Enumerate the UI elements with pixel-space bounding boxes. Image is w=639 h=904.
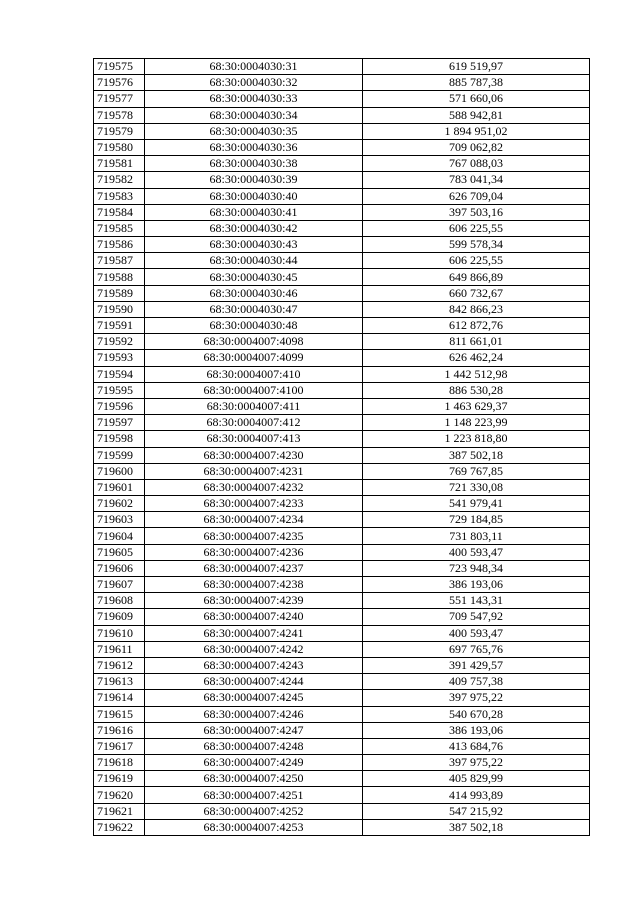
table-row — [94, 59, 590, 75]
table-row — [94, 382, 590, 398]
cadastral-number-cell: 68:30:0004007:4238 — [145, 577, 363, 593]
cadastral-number-cell: 68:30:0004007:4234 — [145, 512, 363, 528]
cadastral-value-cell: 400 593,47 — [363, 625, 590, 641]
cadastral-number-cell: 68:30:0004007:4249 — [145, 755, 363, 771]
row-number-cell: 719617 — [94, 738, 145, 754]
cadastral-value-cell: 649 866,89 — [363, 269, 590, 285]
cadastral-value-cell: 588 942,81 — [363, 107, 590, 123]
cadastral-value-cell: 397 975,22 — [363, 690, 590, 706]
cadastral-number-cell: 68:30:0004007:4246 — [145, 706, 363, 722]
cadastral-value-cell: 811 661,01 — [363, 334, 590, 350]
table-row — [94, 269, 590, 285]
row-number-cell: 719586 — [94, 237, 145, 253]
row-number-cell: 719583 — [94, 188, 145, 204]
row-number-cell: 719575 — [94, 59, 145, 75]
cadastral-value-cell: 619 519,97 — [363, 59, 590, 75]
row-number-cell: 719595 — [94, 382, 145, 398]
cadastral-value-cell: 697 765,76 — [363, 641, 590, 657]
table-row — [94, 625, 590, 641]
cadastral-value-cell: 769 767,85 — [363, 463, 590, 479]
table-row — [94, 107, 590, 123]
table-row — [94, 803, 590, 819]
cadastral-number-cell: 68:30:0004007:4241 — [145, 625, 363, 641]
row-number-cell: 719612 — [94, 657, 145, 673]
cadastral-number-cell: 68:30:0004030:43 — [145, 237, 363, 253]
cadastral-value-cell: 387 502,18 — [363, 447, 590, 463]
table-row — [94, 220, 590, 236]
cadastral-value-cell: 783 041,34 — [363, 172, 590, 188]
table-row — [94, 334, 590, 350]
table-row — [94, 528, 590, 544]
cadastral-value-cell: 414 993,89 — [363, 787, 590, 803]
row-number-cell: 719594 — [94, 366, 145, 382]
cadastral-number-cell: 68:30:0004007:4250 — [145, 771, 363, 787]
cadastral-number-cell: 68:30:0004007:413 — [145, 431, 363, 447]
table-row — [94, 253, 590, 269]
row-number-cell: 719619 — [94, 771, 145, 787]
row-number-cell: 719589 — [94, 285, 145, 301]
table-row — [94, 722, 590, 738]
row-number-cell: 719608 — [94, 593, 145, 609]
table-row — [94, 237, 590, 253]
cadastral-value-cell: 1 223 818,80 — [363, 431, 590, 447]
cadastral-number-cell: 68:30:0004007:411 — [145, 398, 363, 414]
table-row — [94, 366, 590, 382]
cadastral-value-cell: 1 442 512,98 — [363, 366, 590, 382]
cadastral-number-cell: 68:30:0004030:44 — [145, 253, 363, 269]
table-body — [94, 59, 590, 836]
row-number-cell: 719599 — [94, 447, 145, 463]
cadastral-number-cell: 68:30:0004007:4242 — [145, 641, 363, 657]
row-number-cell: 719582 — [94, 172, 145, 188]
row-number-cell: 719601 — [94, 479, 145, 495]
table-row — [94, 350, 590, 366]
cadastral-number-cell: 68:30:0004007:4239 — [145, 593, 363, 609]
row-number-cell: 719603 — [94, 512, 145, 528]
row-number-cell: 719606 — [94, 560, 145, 576]
table-row — [94, 560, 590, 576]
cadastral-value-cell: 626 462,24 — [363, 350, 590, 366]
cadastral-value-table — [93, 58, 590, 836]
cadastral-value-cell: 540 670,28 — [363, 706, 590, 722]
cadastral-value-cell: 1 463 629,37 — [363, 398, 590, 414]
cadastral-value-cell: 409 757,38 — [363, 674, 590, 690]
cadastral-number-cell: 68:30:0004007:4236 — [145, 544, 363, 560]
cadastral-number-cell: 68:30:0004007:4253 — [145, 819, 363, 835]
cadastral-number-cell: 68:30:0004030:35 — [145, 123, 363, 139]
table-row — [94, 415, 590, 431]
row-number-cell: 719611 — [94, 641, 145, 657]
table-row — [94, 463, 590, 479]
cadastral-value-cell: 386 193,06 — [363, 577, 590, 593]
cadastral-value-cell: 1 148 223,99 — [363, 415, 590, 431]
cadastral-number-cell: 68:30:0004007:4233 — [145, 496, 363, 512]
cadastral-number-cell: 68:30:0004030:33 — [145, 91, 363, 107]
cadastral-value-cell: 547 215,92 — [363, 803, 590, 819]
cadastral-number-cell: 68:30:0004007:4100 — [145, 382, 363, 398]
cadastral-value-cell: 571 660,06 — [363, 91, 590, 107]
table-row — [94, 188, 590, 204]
cadastral-number-cell: 68:30:0004007:4240 — [145, 609, 363, 625]
row-number-cell: 719615 — [94, 706, 145, 722]
cadastral-value-cell: 606 225,55 — [363, 253, 590, 269]
table-row — [94, 318, 590, 334]
cadastral-value-cell: 709 547,92 — [363, 609, 590, 625]
cadastral-number-cell: 68:30:0004007:4237 — [145, 560, 363, 576]
cadastral-value-cell: 599 578,34 — [363, 237, 590, 253]
table-row — [94, 787, 590, 803]
cadastral-number-cell: 68:30:0004030:39 — [145, 172, 363, 188]
cadastral-value-cell: 1 894 951,02 — [363, 123, 590, 139]
row-number-cell: 719581 — [94, 156, 145, 172]
cadastral-value-cell: 413 684,76 — [363, 738, 590, 754]
cadastral-number-cell: 68:30:0004030:47 — [145, 301, 363, 317]
row-number-cell: 719610 — [94, 625, 145, 641]
row-number-cell: 719618 — [94, 755, 145, 771]
table-row — [94, 819, 590, 835]
row-number-cell: 719596 — [94, 398, 145, 414]
row-number-cell: 719578 — [94, 107, 145, 123]
table-row — [94, 657, 590, 673]
cadastral-value-cell: 885 787,38 — [363, 75, 590, 91]
row-number-cell: 719577 — [94, 91, 145, 107]
table-row — [94, 544, 590, 560]
cadastral-number-cell: 68:30:0004030:48 — [145, 318, 363, 334]
table-row — [94, 496, 590, 512]
cadastral-number-cell: 68:30:0004007:4232 — [145, 479, 363, 495]
table-row — [94, 593, 590, 609]
row-number-cell: 719609 — [94, 609, 145, 625]
table-row — [94, 398, 590, 414]
cadastral-value-cell: 767 088,03 — [363, 156, 590, 172]
cadastral-number-cell: 68:30:0004030:40 — [145, 188, 363, 204]
table-row — [94, 577, 590, 593]
cadastral-number-cell: 68:30:0004030:41 — [145, 204, 363, 220]
table-row — [94, 156, 590, 172]
cadastral-number-cell: 68:30:0004007:4230 — [145, 447, 363, 463]
row-number-cell: 719600 — [94, 463, 145, 479]
cadastral-number-cell: 68:30:0004030:42 — [145, 220, 363, 236]
cadastral-number-cell: 68:30:0004030:46 — [145, 285, 363, 301]
cadastral-value-cell: 842 866,23 — [363, 301, 590, 317]
cadastral-number-cell: 68:30:0004007:4235 — [145, 528, 363, 544]
row-number-cell: 719598 — [94, 431, 145, 447]
table-row — [94, 479, 590, 495]
table-row — [94, 172, 590, 188]
row-number-cell: 719576 — [94, 75, 145, 91]
row-number-cell: 719613 — [94, 674, 145, 690]
cadastral-number-cell: 68:30:0004030:31 — [145, 59, 363, 75]
cadastral-number-cell: 68:30:0004007:4243 — [145, 657, 363, 673]
row-number-cell: 719614 — [94, 690, 145, 706]
row-number-cell: 719621 — [94, 803, 145, 819]
table-row — [94, 706, 590, 722]
cadastral-value-cell: 397 503,16 — [363, 204, 590, 220]
table-row — [94, 123, 590, 139]
table-row — [94, 301, 590, 317]
table-row — [94, 447, 590, 463]
row-number-cell: 719584 — [94, 204, 145, 220]
cadastral-number-cell: 68:30:0004030:32 — [145, 75, 363, 91]
row-number-cell: 719597 — [94, 415, 145, 431]
cadastral-value-cell: 731 803,11 — [363, 528, 590, 544]
cadastral-value-cell: 387 502,18 — [363, 819, 590, 835]
row-number-cell: 719591 — [94, 318, 145, 334]
cadastral-value-cell: 709 062,82 — [363, 139, 590, 155]
cadastral-value-cell: 405 829,99 — [363, 771, 590, 787]
cadastral-value-cell: 397 975,22 — [363, 755, 590, 771]
row-number-cell: 719622 — [94, 819, 145, 835]
table-row — [94, 674, 590, 690]
cadastral-value-cell: 386 193,06 — [363, 722, 590, 738]
cadastral-number-cell: 68:30:0004007:412 — [145, 415, 363, 431]
table-row — [94, 91, 590, 107]
cadastral-number-cell: 68:30:0004007:410 — [145, 366, 363, 382]
cadastral-value-cell: 626 709,04 — [363, 188, 590, 204]
cadastral-number-cell: 68:30:0004007:4248 — [145, 738, 363, 754]
table-row — [94, 204, 590, 220]
cadastral-number-cell: 68:30:0004007:4244 — [145, 674, 363, 690]
row-number-cell: 719616 — [94, 722, 145, 738]
table-row — [94, 690, 590, 706]
table-row — [94, 609, 590, 625]
row-number-cell: 719602 — [94, 496, 145, 512]
cadastral-number-cell: 68:30:0004030:38 — [145, 156, 363, 172]
cadastral-number-cell: 68:30:0004007:4245 — [145, 690, 363, 706]
table-row — [94, 755, 590, 771]
row-number-cell: 719604 — [94, 528, 145, 544]
row-number-cell: 719593 — [94, 350, 145, 366]
row-number-cell: 719585 — [94, 220, 145, 236]
cadastral-value-cell: 541 979,41 — [363, 496, 590, 512]
cadastral-value-cell: 551 143,31 — [363, 593, 590, 609]
table-row — [94, 738, 590, 754]
cadastral-number-cell: 68:30:0004030:34 — [145, 107, 363, 123]
cadastral-value-cell: 723 948,34 — [363, 560, 590, 576]
row-number-cell: 719607 — [94, 577, 145, 593]
table-row — [94, 285, 590, 301]
cadastral-number-cell: 68:30:0004030:36 — [145, 139, 363, 155]
cadastral-number-cell: 68:30:0004007:4251 — [145, 787, 363, 803]
cadastral-number-cell: 68:30:0004007:4231 — [145, 463, 363, 479]
cadastral-value-cell: 400 593,47 — [363, 544, 590, 560]
cadastral-number-cell: 68:30:0004007:4247 — [145, 722, 363, 738]
cadastral-value-cell: 886 530,28 — [363, 382, 590, 398]
cadastral-value-cell: 606 225,55 — [363, 220, 590, 236]
row-number-cell: 719580 — [94, 139, 145, 155]
row-number-cell: 719579 — [94, 123, 145, 139]
cadastral-value-cell: 391 429,57 — [363, 657, 590, 673]
cadastral-value-cell: 721 330,08 — [363, 479, 590, 495]
table-row — [94, 431, 590, 447]
cadastral-value-cell: 729 184,85 — [363, 512, 590, 528]
row-number-cell: 719590 — [94, 301, 145, 317]
table-row — [94, 139, 590, 155]
row-number-cell: 719620 — [94, 787, 145, 803]
cadastral-number-cell: 68:30:0004007:4099 — [145, 350, 363, 366]
cadastral-value-cell: 612 872,76 — [363, 318, 590, 334]
cadastral-number-cell: 68:30:0004007:4098 — [145, 334, 363, 350]
row-number-cell: 719605 — [94, 544, 145, 560]
row-number-cell: 719592 — [94, 334, 145, 350]
table-row — [94, 771, 590, 787]
cadastral-value-cell: 660 732,67 — [363, 285, 590, 301]
cadastral-number-cell: 68:30:0004030:45 — [145, 269, 363, 285]
cadastral-number-cell: 68:30:0004007:4252 — [145, 803, 363, 819]
table-row — [94, 512, 590, 528]
row-number-cell: 719588 — [94, 269, 145, 285]
table-row — [94, 75, 590, 91]
table-row — [94, 641, 590, 657]
row-number-cell: 719587 — [94, 253, 145, 269]
